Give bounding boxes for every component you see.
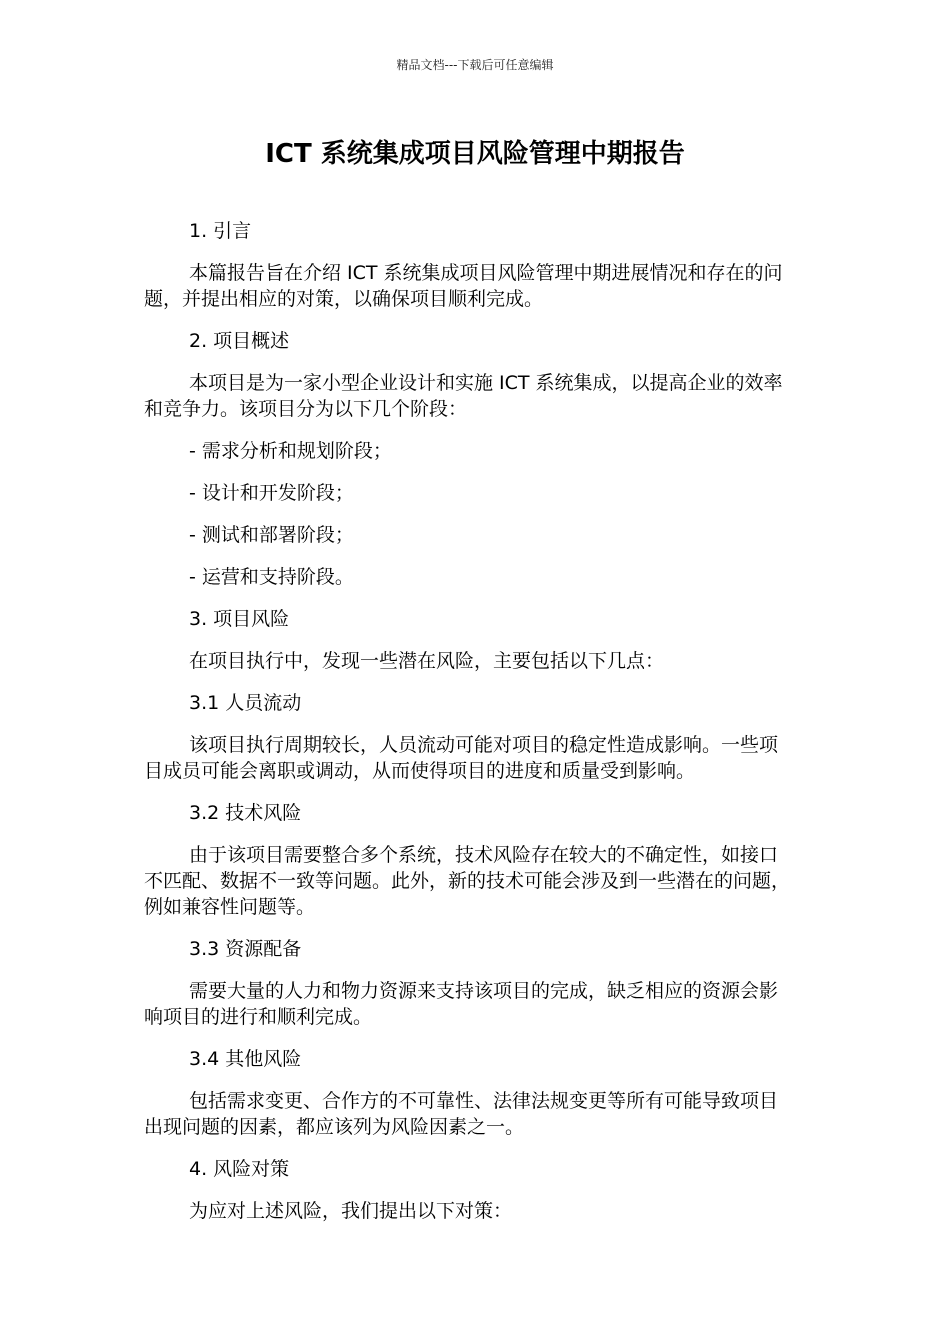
paragraph-staff-turnover: 该项目执行周期较长，人员流动可能对项目的稳定性造成影响。一些项目成员可能会离职或调动，从而使得项目的进度和质量受到影响。 — [144, 734, 779, 782]
subheading-resources: 3.3 资源配备 — [189, 938, 302, 960]
list-item-phase-2: - 设计和开发阶段； — [189, 482, 354, 504]
section-heading-countermeasures: 4. 风险对策 — [189, 1158, 290, 1180]
list-item-phase-4: - 运营和支持阶段。 — [189, 566, 354, 588]
paragraph-technical-risk: 由于该项目需要整合多个系统，技术风险存在较大的不确定性，如接口不匹配、数据不一致等问题。此外，新的技术可能会涉及到一些潜在的问题，例如兼容性问题等。 — [144, 844, 791, 918]
paragraph-introduction: 本篇报告旨在介绍 ICT 系统集成项目风险管理中期进展情况和存在的问题，并提出相应的对策，以确保项目顺利完成。 — [144, 262, 783, 310]
header-note: 精品文档---下载后可任意编辑 — [396, 58, 554, 72]
subheading-staff-turnover: 3.1 人员流动 — [189, 692, 302, 714]
section-heading-risks: 3. 项目风险 — [189, 608, 290, 630]
paragraph-other-risks: 包括需求变更、合作方的不可靠性、法律法规变更等所有可能导致项目出现问题的因素，都应该列为风险因素之一。 — [144, 1090, 779, 1138]
list-item-phase-1: - 需求分析和规划阶段； — [189, 440, 392, 462]
paragraph-risks-intro: 在项目执行中，发现一些潜在风险，主要包括以下几点： — [189, 650, 665, 672]
list-item-phase-3: - 测试和部署阶段； — [189, 524, 354, 546]
paragraph-countermeasures-intro: 为应对上述风险，我们提出以下对策： — [189, 1200, 513, 1222]
subheading-other-risks: 3.4 其他风险 — [189, 1048, 302, 1070]
section-heading-introduction: 1. 引言 — [189, 220, 252, 242]
paragraph-resources: 需要大量的人力和物力资源来支持该项目的完成，缺乏相应的资源会影响项目的进行和顺利完成。 — [144, 980, 779, 1028]
document-title: ICT 系统集成项目风险管理中期报告 — [265, 139, 685, 169]
document-body — [144, 218, 794, 1240]
paragraph-overview: 本项目是为一家小型企业设计和实施 ICT 系统集成，以提高企业的效率和竞争力。该项目分为以下几个阶段： — [144, 372, 783, 420]
subheading-technical-risk: 3.2 技术风险 — [189, 802, 302, 824]
section-heading-overview: 2. 项目概述 — [189, 330, 290, 352]
